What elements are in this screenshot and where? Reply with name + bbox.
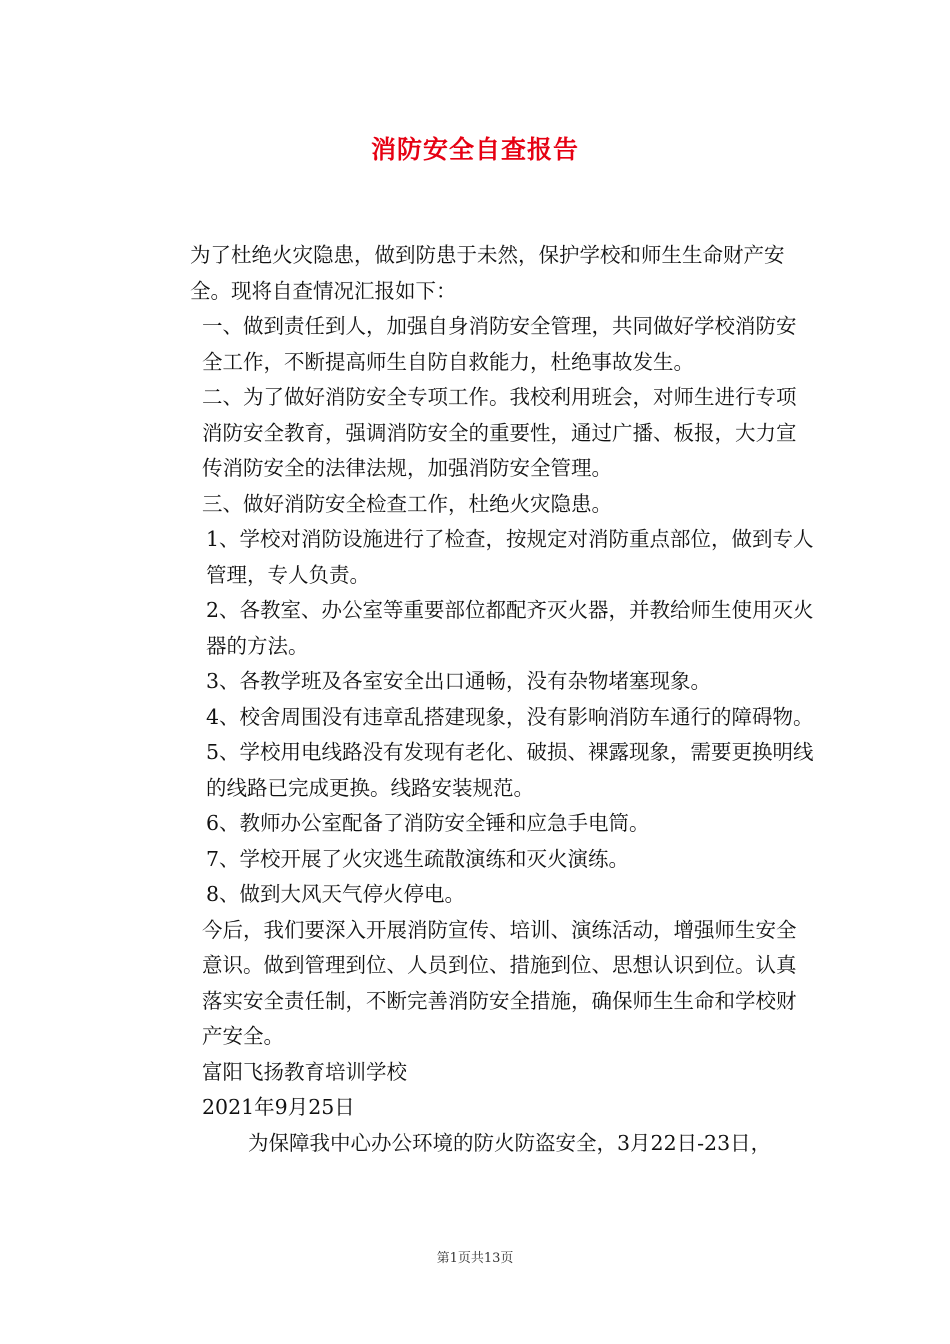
paragraph-sub-6: 6、教师办公室配备了消防安全锤和应急手电筒。 — [206, 811, 650, 835]
page-number: 第1页共13页 — [436, 1251, 514, 1266]
signature-school: 富阳飞扬教育培训学校 — [202, 1059, 407, 1084]
paragraph-sub-3: 3、各教学班及各室安全出口通畅，没有杂物堵塞现象。 — [206, 669, 712, 693]
paragraph-sub-4: 4、校舍周围没有违章乱搭建现象，没有影响消防车通行的障碍物。 — [206, 704, 814, 729]
paragraph-sub-8: 8、做到大风天气停火停电。 — [206, 882, 466, 906]
paragraph-next-document: 为保障我中心办公环境的防火防盗安全，3月22日-23日， — [248, 1130, 772, 1155]
paragraph-conclusion: 今后，我们要深入开展消防宣传、培训、演练活动，增强师生安全意识。做到管理到位、人员到位、措施到位、思想认识到位。认真落实安全责任制，不断完善消防安全措施，确保师生生命和学校财产安全。 — [202, 917, 797, 1048]
paragraph-sub-7: 7、学校开展了火灾逃生疏散演练和灭火演练。 — [206, 846, 630, 871]
document-body — [144, 238, 816, 1161]
paragraph-item-1: 一、做到责任到人，加强自身消防安全管理，共同做好学校消防安全工作，不断提高师生自防自救能力，杜绝事故发生。 — [202, 314, 797, 374]
paragraph-sub-1: 1、学校对消防设施进行了检查，按规定对消防重点部位，做到专人管理，专人负责。 — [206, 527, 814, 587]
page-title: 消防安全自查报告 — [370, 135, 579, 164]
paragraph-item-2: 二、为了做好消防安全专项工作。我校利用班会，对师生进行专项消防安全教育，强调消防安全的重要性，通过广播、板报，大力宣传消防安全的法律法规，加强消防安全管理。 — [202, 385, 797, 480]
paragraph-sub-2: 2、各教室、办公室等重要部位都配齐灭火器，并教给师生使用灭火器的方法。 — [206, 598, 814, 658]
paragraph-intro: 为了杜绝火灾隐患，做到防患于未然，保护学校和师生生命财产安全。现将自查情况汇报如下： — [190, 243, 785, 303]
signature-date: 2021年9月25日 — [202, 1095, 355, 1119]
paragraph-item-3: 三、做好消防安全检查工作，杜绝火灾隐患。 — [202, 491, 612, 516]
paragraph-sub-5: 5、学校用电线路没有发现有老化、破损、裸露现象，需要更换明线的线路已完成更换。线路安装规范。 — [206, 740, 814, 800]
